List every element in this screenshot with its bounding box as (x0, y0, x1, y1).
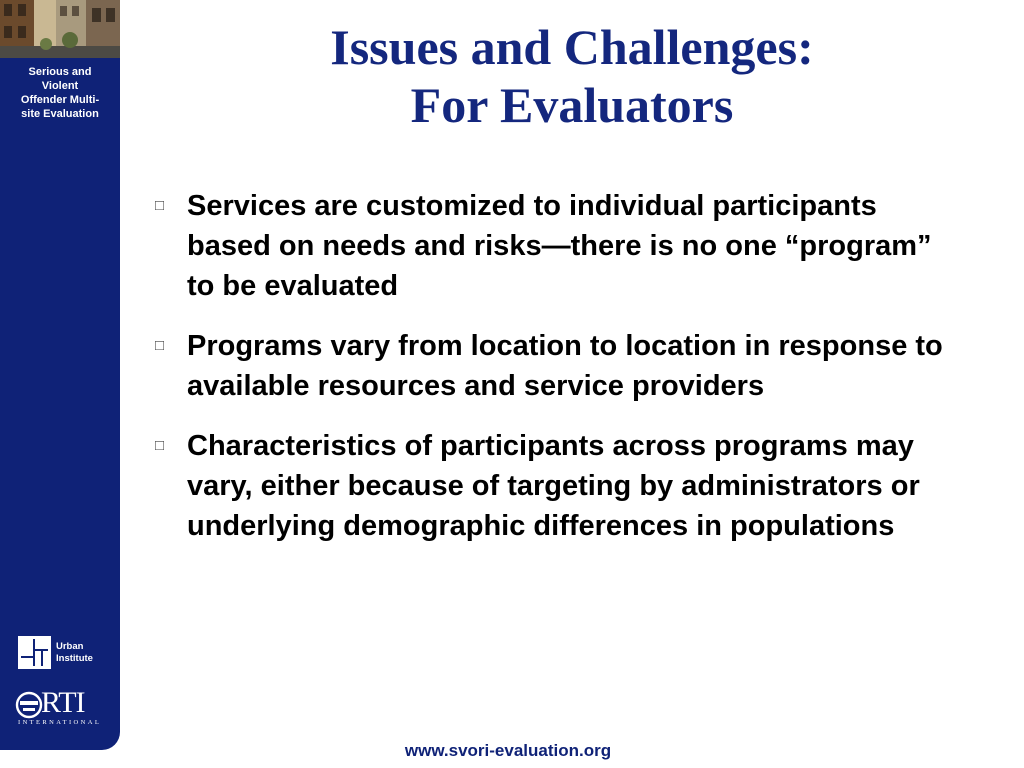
bullet-square-icon: □ (155, 437, 165, 454)
project-title (4, 65, 116, 121)
bullet-text: Programs vary from location to location in response to available resources and service providers (187, 330, 943, 402)
bullet-square-icon: □ (155, 337, 165, 354)
rti-globe-icon (14, 690, 44, 720)
urban-institute-logo (18, 636, 118, 670)
urban-name-line: Urban (56, 641, 84, 652)
rti-subtitle: INTERNATIONAL (18, 719, 102, 726)
project-title-line: Serious and (28, 66, 92, 78)
sidebar (0, 0, 120, 750)
project-title-line: Offender Multi- (20, 94, 100, 106)
rti-name: RTI (41, 686, 85, 719)
slide-title (120, 18, 1024, 134)
project-title-line: site Evaluation (21, 108, 99, 120)
bullet-item (155, 426, 945, 546)
bullet-text: Characteristics of participants across programs may vary, either because of targeting by administrators or underlying demographic differences in populations (187, 430, 920, 542)
slide-title-line: For Evaluators (410, 77, 734, 133)
project-title-line: Violent (41, 80, 79, 92)
street-photo (0, 0, 120, 58)
urban-name-line: Institute (56, 653, 93, 664)
bullet-text: Services are customized to individual participants based on needs and risks—there is no one “program” to be evaluated (187, 190, 932, 302)
bullet-list (155, 186, 945, 566)
bullet-item (155, 326, 945, 406)
urban-institute-mark-icon (18, 636, 51, 669)
urban-institute-name (56, 641, 93, 665)
bullet-square-icon: □ (155, 197, 165, 214)
footer-website-link[interactable]: www.svori-evaluation.org (404, 741, 612, 760)
bullet-item (155, 186, 945, 306)
slide-title-line: Issues and Challenges: (330, 19, 814, 75)
rti-international-logo (14, 686, 106, 730)
